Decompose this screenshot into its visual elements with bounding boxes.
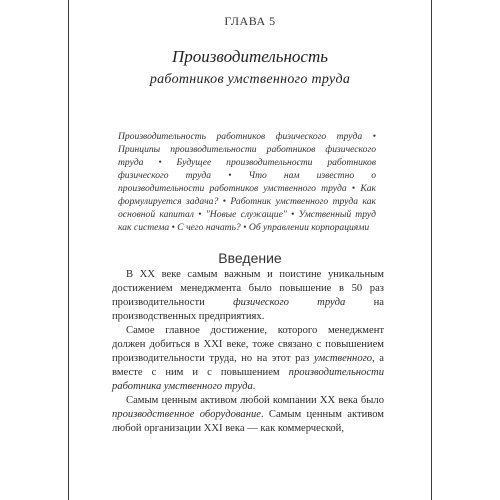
chapter-title-line2: работников умственного труда [149,72,351,87]
paragraph-3-text-a: Самым ценным активом любой компании XX века было [126,395,384,406]
section-title: Введение [218,250,282,266]
paragraph-3 [112,394,384,436]
chapter-contents-summary: Производительность работников физического труда • Принципы производительности работников физического труда • Будущее производительности работников физического труда • Что нам известно о производительности работников умственного труда • Как формулируется задача? • Работник умственного труда как основной капитал • "Новые служащие" • Умственный труд как система • С чего начать? • Об управлении корпорациями [118,131,376,233]
paragraph-2 [112,324,384,394]
page-right-border [431,0,432,500]
paragraph-3-emphasis: производственное оборудование [112,409,261,420]
paragraph-2-text-c: . [252,381,256,392]
paragraph-2-emphasis-1: умственного [313,353,373,364]
chapter-title [69,46,431,90]
chapter-title-line1: Производительность [172,47,328,66]
body-text [112,268,384,436]
paragraph-3-text-b: . Самым ценным активом любой организации XXI века — как коммерческой, [112,409,385,434]
paragraph-1-end: на производственных предприятиях. [112,297,384,322]
paragraph-2-emphasis-2: производительности работника умственного труда [112,367,384,392]
paragraph-1-text: В XX веке самым важным и поистине уникальным достижением менеджмента было повышение в 50 раз производительности [112,269,384,308]
paragraph-1 [112,268,384,324]
chapter-label: ГЛАВА 5 [224,14,276,28]
paragraph-1-emphasis: физического труда [233,297,346,308]
paragraph-2-text-a: Самое главное достижение, которого менеджмент должен добиться в XXI веке, тоже связано с повышением производительности труда, но на этот раз [112,325,384,364]
paragraph-2-text-b: , а вместе с ним и с повышением [112,353,384,378]
